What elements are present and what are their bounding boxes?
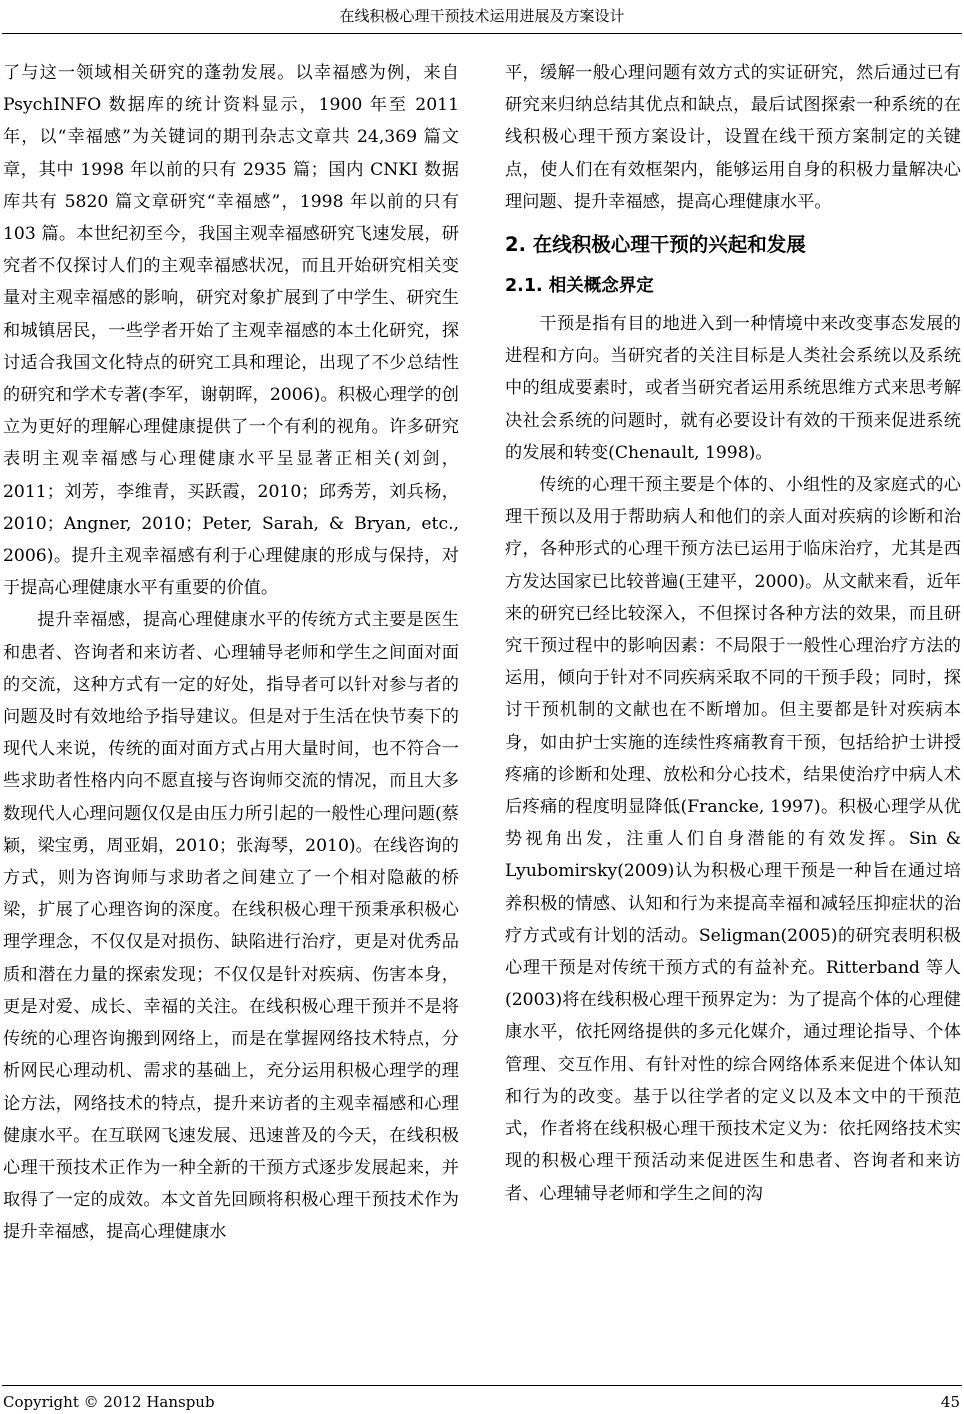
header-rule [2, 33, 962, 34]
page-number: 45 [940, 1393, 960, 1411]
right-paragraph-3: 传统的心理干预主要是个体的、小组性的及家庭式的心理干预以及用于帮助病人和他们的亲人面对疾病的诊断和治疗，各种形式的心理干预方法已运用于临床治疗，尤其是西方发达国家已比较普遍(王建平，2000)。从文献来看，近年来的研究已经比较深入，不但探讨各种方法的效果，而且研究干预过程中的影响因素：不局限于一般性心理治疗方法的运用，倾向于针对不同疾病采取不同的干预手段；同时，探讨干预机制的文献也在不断增加。但主要都是针对疾病本身，如由护士实施的连续性疼痛教育干预，包括给护士讲授疼痛的诊断和处理、放松和分心技术，结果使治疗中病人术后疼痛的程度明显降低(Francke, 1997)。积极心理学从优势视角出发，注重人们自身潜能的有效发挥。Sin & Lyubomirsky(2009)认为积极心理干预是一种旨在通过培养积极的情感、认知和行为来提高幸福和减轻压抑症状的治疗方式或有计划的活动。Seligman(2005)的研究表明积极心理干预是对传统干预方式的有益补充。Ritterband 等人(2003)将在线积极心理干预界定为：为了提高个体的心理健康水平，依托网络提供的多元化媒介，通过理论指导、个体管理、交互作用、有针对性的综合网络体系来促进个体认知和行为的改变。基于以往学者的定义以及本文中的干预范式，作者将在线积极心理干预技术定义为：依托网络技术实现的积极心理干预活动来促进医生和患者、咨询者和来访者、心理辅导老师和学生之间的沟 [505, 475, 961, 1204]
right-paragraph-1: 平，缓解一般心理问题有效方式的实证研究，然后通过已有研究来归纳总结其优点和缺点，最后试图探索一种系统的在线积极心理干预方案设计，设置在线干预方案制定的关键点，使人们在有效框架内，能够运用自身的积极力量解决心理问题、提升幸福感，提高心理健康水平。 [505, 63, 961, 212]
left-paragraph-1: 了与这一领域相关研究的蓬勃发展。以幸福感为例，来自 PsychINFO 数据库的统计资料显示，1900 年至 2011 年，以“幸福感”为关键词的期刊杂志文章共 24,369 篇文章，其中 1998 年以前的只有 2935 篇；国内 CNKI 数据库共有 5820 篇文章研究“幸福感”，1998 年以前的只有 103 篇。本世纪初至今，我国主观幸福感研究飞速发展，研究者不仅探讨人们的主观幸福感状况，而且开始研究相关变量对主观幸福感的影响，研究对象扩展到了中学生、研究生和城镇居民，一些学者开始了主观幸福感的本土化研究，探讨适合我国文化特点的研究工具和理论，出现了不少总结性的研究和学术专著(李军，谢朝晖，2006)。积极心理学的创立为更好的理解心理健康提供了一个有利的视角。许多研究表明主观幸福感与心理健康水平呈显著正相关(刘剑，2011；刘芳，李维青，买跃霞，2010；邱秀芳，刘兵杨，2010；Angner, 2010；Peter, Sarah, & Bryan, etc., 2006)。提升主观幸福感有利于心理健康的形成与保持，对于提高心理健康水平有重要的价值。 [3, 63, 459, 599]
footer-copyright: Copyright © 2012 Hanspub [3, 1393, 215, 1411]
right-paragraph-2: 干预是指有目的地进入到一种情境中来改变事态发展的进程和方向。当研究者的关注目标是人类社会系统以及系统中的组成要素时，或者当研究者运用系统思维方式来思考解决社会系统的问题时，就有必要设计有效的干预来促进系统的发展和转变(Chenault, 1998)。 [505, 314, 961, 463]
subsection-heading: 2.1. 相关概念界定 [505, 276, 654, 297]
right-column [505, 57, 961, 1210]
left-column [3, 57, 459, 1249]
footer-rule [2, 1385, 962, 1386]
left-paragraph-2: 提升幸福感，提高心理健康水平的传统方式主要是医生和患者、咨询者和来访者、心理辅导老师和学生之间面对面的交流，这种方式有一定的好处，指导者可以针对参与者的问题及时有效地给予指导建议。但是对于生活在快节奏下的现代人来说，传统的面对面方式占用大量时间，也不符合一些求助者性格内向不愿直接与咨询师交流的情况，而且大多数现代人心理问题仅仅是由压力所引起的一般性心理问题(蔡颖，梁宝勇，周亚娟，2010；张海琴，2010)。在线咨询的方式，则为咨询师与求助者之间建立了一个相对隐蔽的桥梁，扩展了心理咨询的深度。在线积极心理干预秉承积极心理学理念，不仅仅是对损伤、缺陷进行治疗，更是对优秀品质和潜在力量的探索发现；不仅仅是针对疾病、伤害本身，更是对爱、成长、幸福的关注。在线积极心理干预并不是将传统的心理咨询搬到网络上，而是在掌握网络技术特点，分析网民心理动机、需求的基础上，充分运用积极心理学的理论方法，网络技术的特点，提升来访者的主观幸福感和心理健康水平。在互联网飞速发展、迅速普及的今天，在线积极心理干预技术正作为一种全新的干预方式逐步发展起来，并取得了一定的成效。本文首先回顾将积极心理干预技术作为提升幸福感，提高心理健康水 [3, 610, 459, 1243]
section-heading: 2. 在线积极心理干预的兴起和发展 [505, 233, 806, 257]
running-header: 在线积极心理干预技术运用进展及方案设计 [339, 7, 625, 25]
